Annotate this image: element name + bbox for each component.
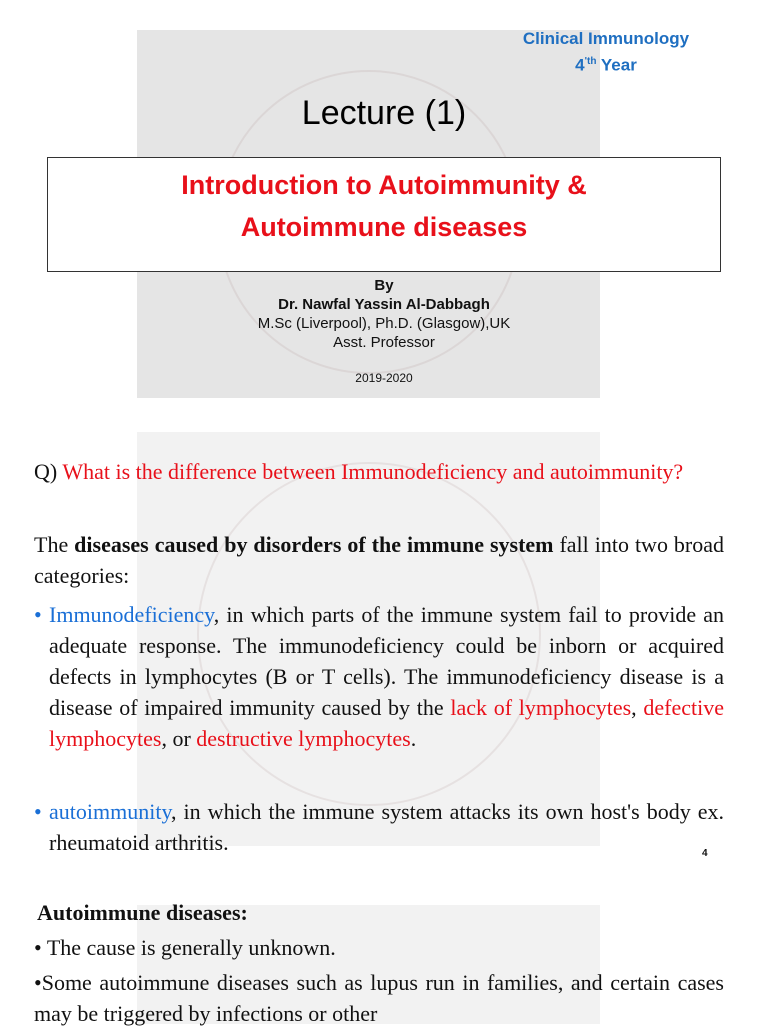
academic-year: 2019-2020 bbox=[355, 371, 413, 385]
lecture-title-box bbox=[47, 157, 721, 272]
bullet-text: Immunodeficiency, in which parts of the immune system fail to provide an adequate response. The immunodeficiency could be inborn or acquired defects in lymphocytes (B or T cells). The immunodeficiency disease is a disease of impaired immunity caused by the lack of lymphocytes, defective lymphocytes, or destructive lymphocytes. bbox=[49, 602, 724, 751]
bullet-immunodeficiency bbox=[34, 599, 724, 754]
intro-rest: fall into two broad categories: bbox=[34, 532, 724, 588]
autoimmune-bullet-2 bbox=[34, 967, 724, 1029]
lack-of-lymphocytes: lack of lymphocytes bbox=[450, 695, 632, 720]
lecture-number: Lecture (1) bbox=[301, 94, 467, 132]
question bbox=[34, 456, 724, 487]
bullet-text: Some autoimmune diseases such as lupus run in families, and certain cases may be triggered by infections or other bbox=[34, 970, 724, 1026]
defective-lymphocytes: defective lymphocytes bbox=[49, 695, 724, 751]
bullet-text: The cause is generally unknown. bbox=[46, 935, 336, 960]
bullet-dot: • bbox=[34, 602, 42, 627]
author-position: Asst. Professor bbox=[333, 334, 435, 351]
page-number: 4 bbox=[702, 848, 708, 859]
course-label bbox=[500, 27, 712, 77]
course-year: $4^{'th}$ Year bbox=[575, 55, 637, 75]
bullet-dot: • bbox=[34, 935, 42, 960]
author-by: By bbox=[374, 277, 394, 294]
question-label: Q) bbox=[34, 459, 58, 484]
autoimmunity-term: autoimmunity bbox=[49, 799, 172, 824]
lecture-title-line1: Introduction to Autoimmunity & bbox=[181, 170, 587, 200]
bullet-autoimmunity bbox=[34, 796, 724, 858]
title-slide bbox=[0, 0, 768, 420]
author-block bbox=[0, 276, 768, 352]
course-name: Clinical Immunology bbox=[522, 29, 690, 48]
bullet-dot: • bbox=[34, 970, 42, 995]
bullet-dot: • bbox=[34, 799, 42, 824]
intro-the: The bbox=[34, 532, 69, 557]
author-name: Dr. Nawfal Yassin Al-Dabbagh bbox=[278, 296, 490, 313]
autoimmune-heading: Autoimmune diseases: bbox=[37, 900, 248, 925]
author-degrees: M.Sc (Liverpool), Ph.D. (Glasgow),UK bbox=[257, 315, 511, 332]
lecture-title-line2: Autoimmune diseases bbox=[240, 212, 528, 242]
bullet-text: autoimmunity, in which the immune system attacks its own host's body ex. rheumatoid arthritis. bbox=[49, 799, 724, 855]
intro-paragraph bbox=[34, 529, 724, 591]
autoimmune-bullet-1 bbox=[34, 932, 724, 963]
question-text: What is the difference between Immunodeficiency and autoimmunity? bbox=[62, 459, 684, 484]
immunodeficiency-term: Immunodeficiency bbox=[49, 602, 214, 627]
destructive-lymphocytes: destructive lymphocytes bbox=[196, 726, 411, 751]
intro-bold: diseases caused by disorders of the immune system bbox=[74, 532, 554, 557]
